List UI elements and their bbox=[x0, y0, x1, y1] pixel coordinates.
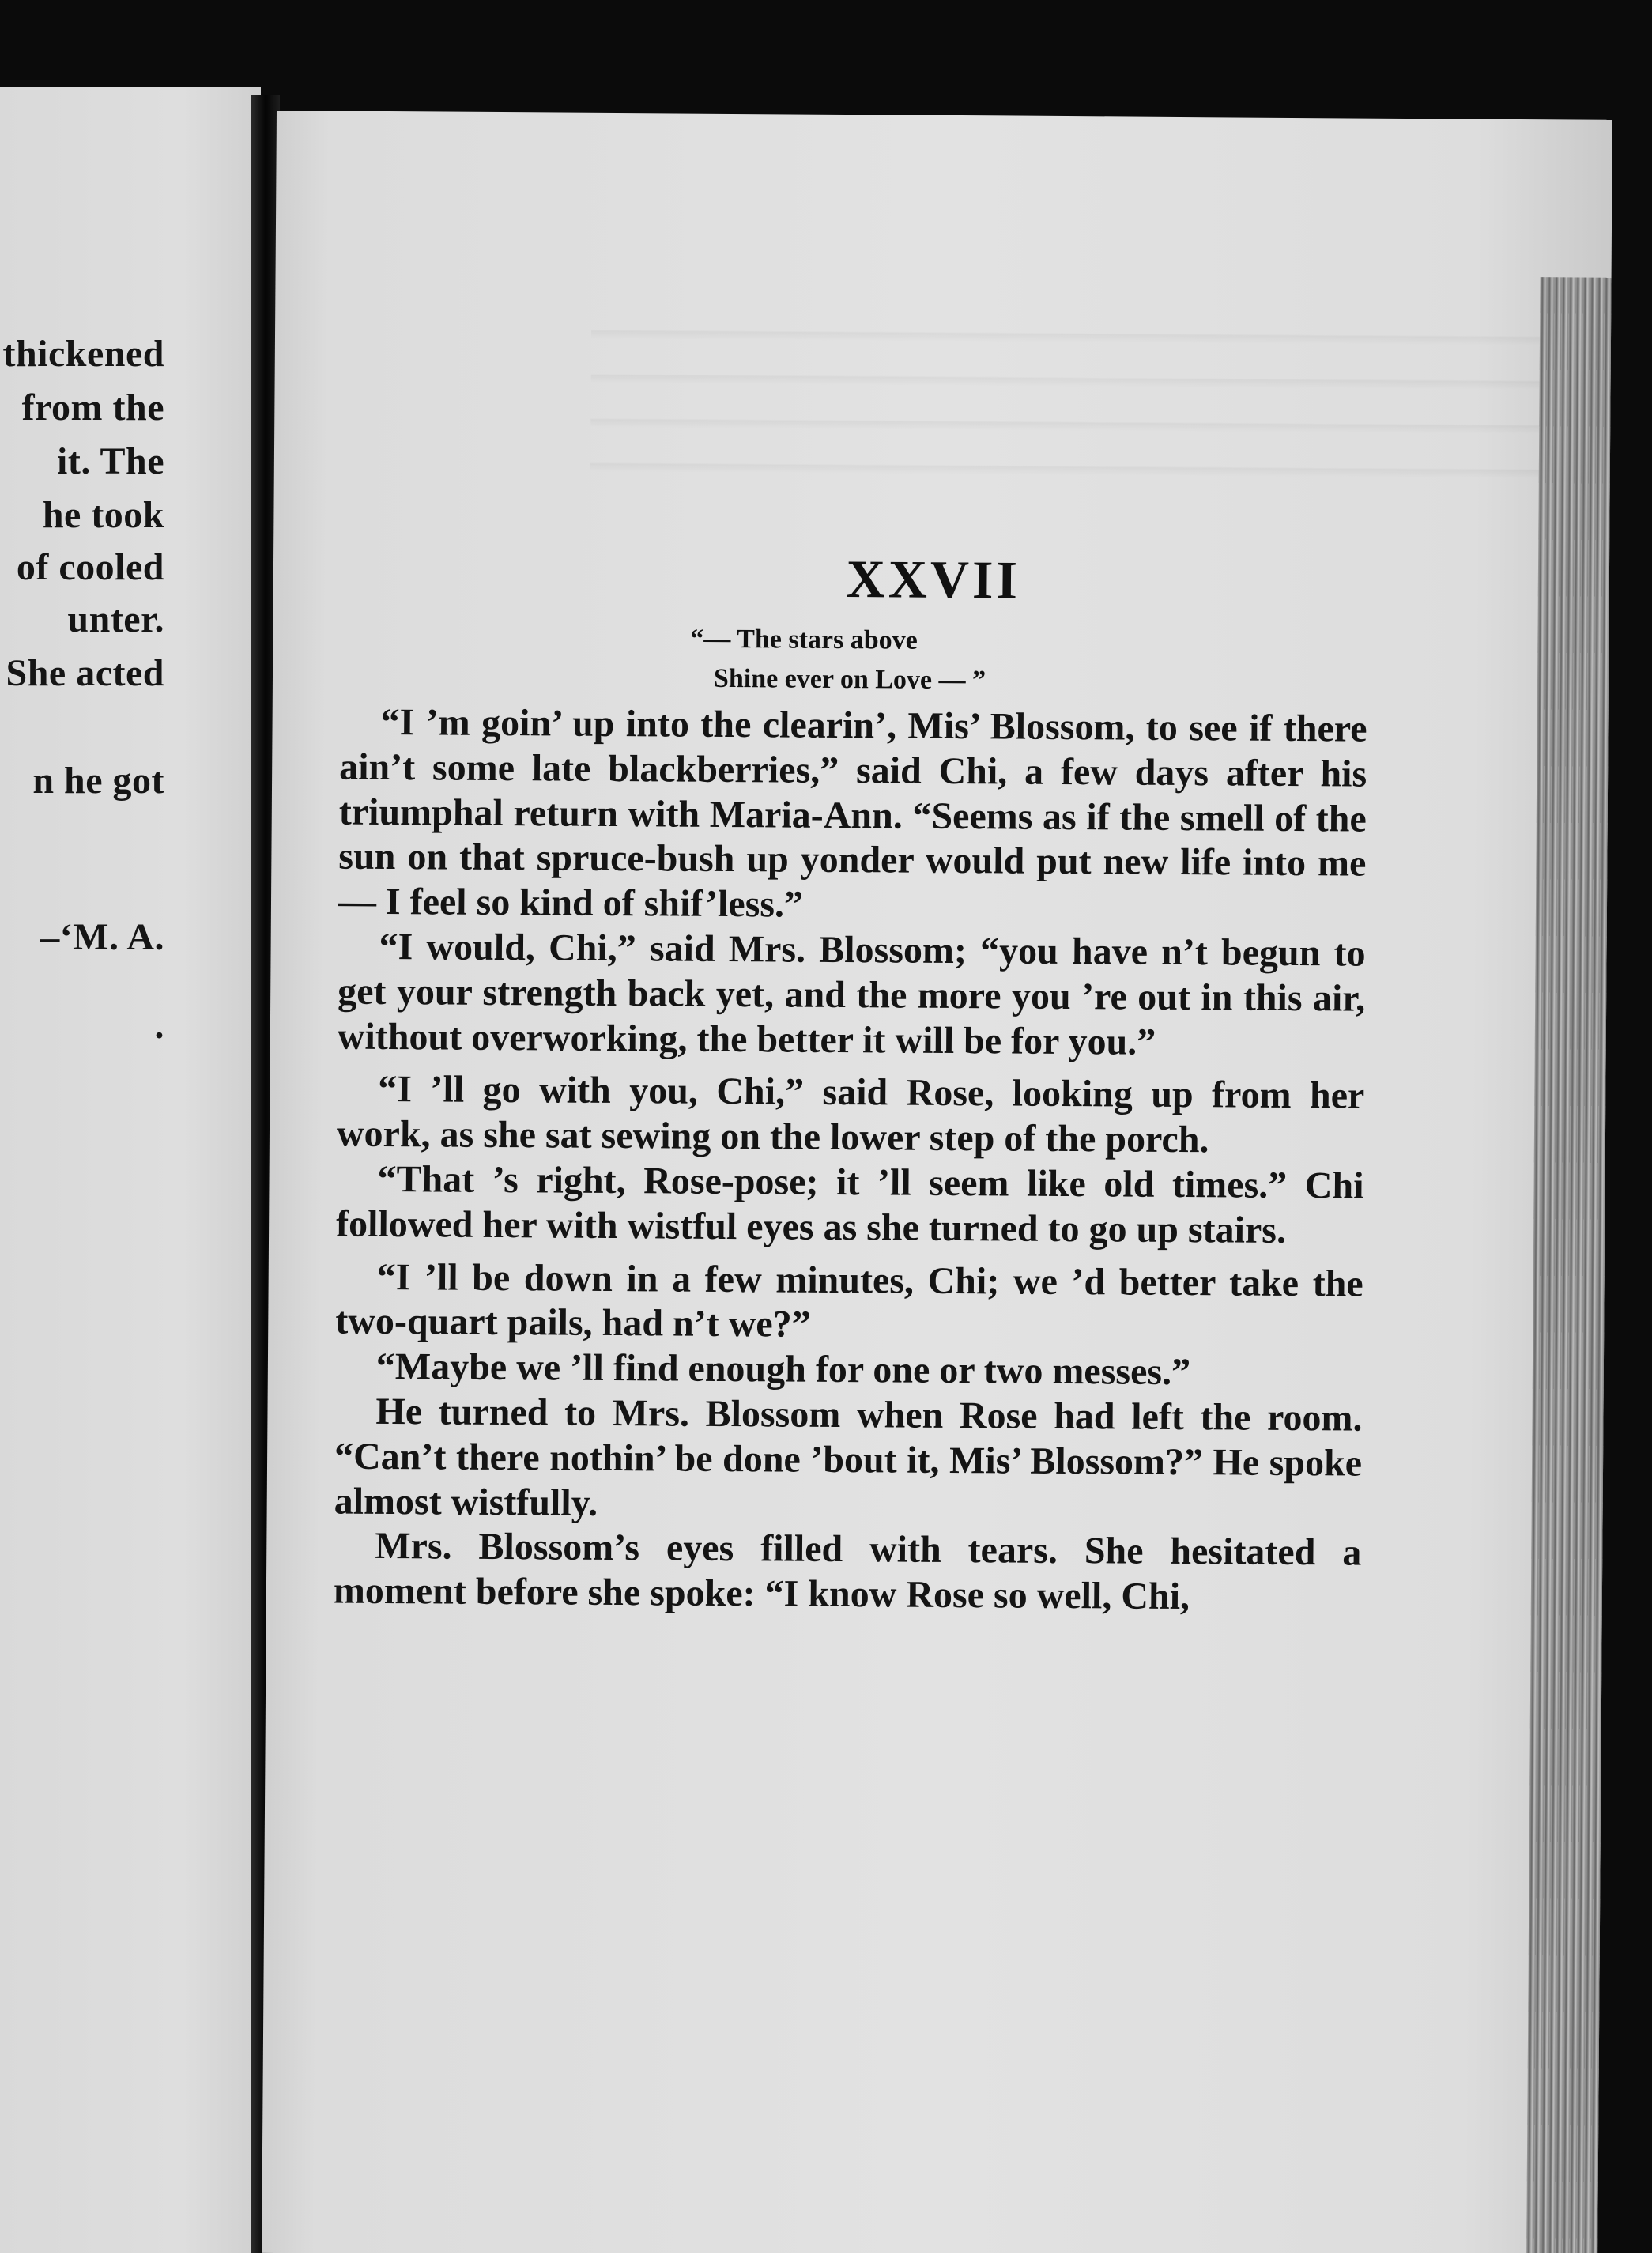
left-page-line: unter. bbox=[67, 598, 164, 640]
paragraph: Mrs. Blossom’s eyes filled with tears. She hesitated a moment before she spoke: “I know Rose so well, Chi, bbox=[333, 1525, 1362, 1618]
page-edges bbox=[1526, 277, 1611, 2253]
left-page-line: –‘M. A. bbox=[40, 916, 164, 958]
right-page bbox=[262, 111, 1612, 2253]
chapter-number: XXVII bbox=[846, 549, 1021, 610]
left-page-line: . bbox=[154, 1005, 164, 1047]
left-page-line: of cooled bbox=[16, 546, 164, 588]
show-through-text bbox=[590, 295, 1541, 507]
left-page-line: thickened bbox=[2, 333, 164, 375]
paragraph: “Maybe we ’ll find enough for one or two messes.” bbox=[375, 1345, 1191, 1394]
left-page bbox=[0, 87, 261, 2253]
epigraph-line: “— The stars above bbox=[690, 624, 918, 655]
chapter-body bbox=[334, 700, 1367, 1621]
paragraph: “I ’m goin’ up into the clearin’, Mis’ Blossom, to see if there ain’t some late blackberries,” said Chi, a few days after his triumphal return with Maria-Ann. “Seems as if the smell of the sun on that spruce-bush up yonder would put new life into me — I feel so kind of shif’less.” bbox=[338, 700, 1367, 926]
epigraph bbox=[690, 620, 986, 701]
paragraph: He turned to Mrs. Blossom when Rose had left the room. “Can’t there nothin’ be done ’bout it, Mis’ Blossom?” He spoke almost wistfully. bbox=[334, 1390, 1363, 1524]
left-page-line: from the bbox=[21, 387, 164, 428]
paragraph: “I ’ll be down in a few minutes, Chi; we ’d better take the two-quart pails, had n’t we?” bbox=[335, 1255, 1363, 1346]
left-page-line: She acted bbox=[6, 652, 164, 694]
left-page-line: he took bbox=[42, 494, 164, 536]
paragraph: “That ’s right, Rose-pose; it ’ll seem like old times.” Chi followed her with wistful eyes as she turned to go up stairs. bbox=[335, 1157, 1364, 1251]
paragraph: “I ’ll go with you, Chi,” said Rose, looking up from her work, as she sat sewing on the lower step of the porch. bbox=[336, 1068, 1365, 1161]
epigraph-line: Shine ever on Love — ” bbox=[713, 663, 986, 696]
left-page-line: n he got bbox=[32, 760, 164, 802]
left-page-line: it. The bbox=[57, 440, 164, 482]
paragraph: “I would, Chi,” said Mrs. Blossom; “you have n’t begun to get your strength back yet, and the more you ’re out in this air, without overworking, the better it will be for you.” bbox=[337, 925, 1366, 1063]
